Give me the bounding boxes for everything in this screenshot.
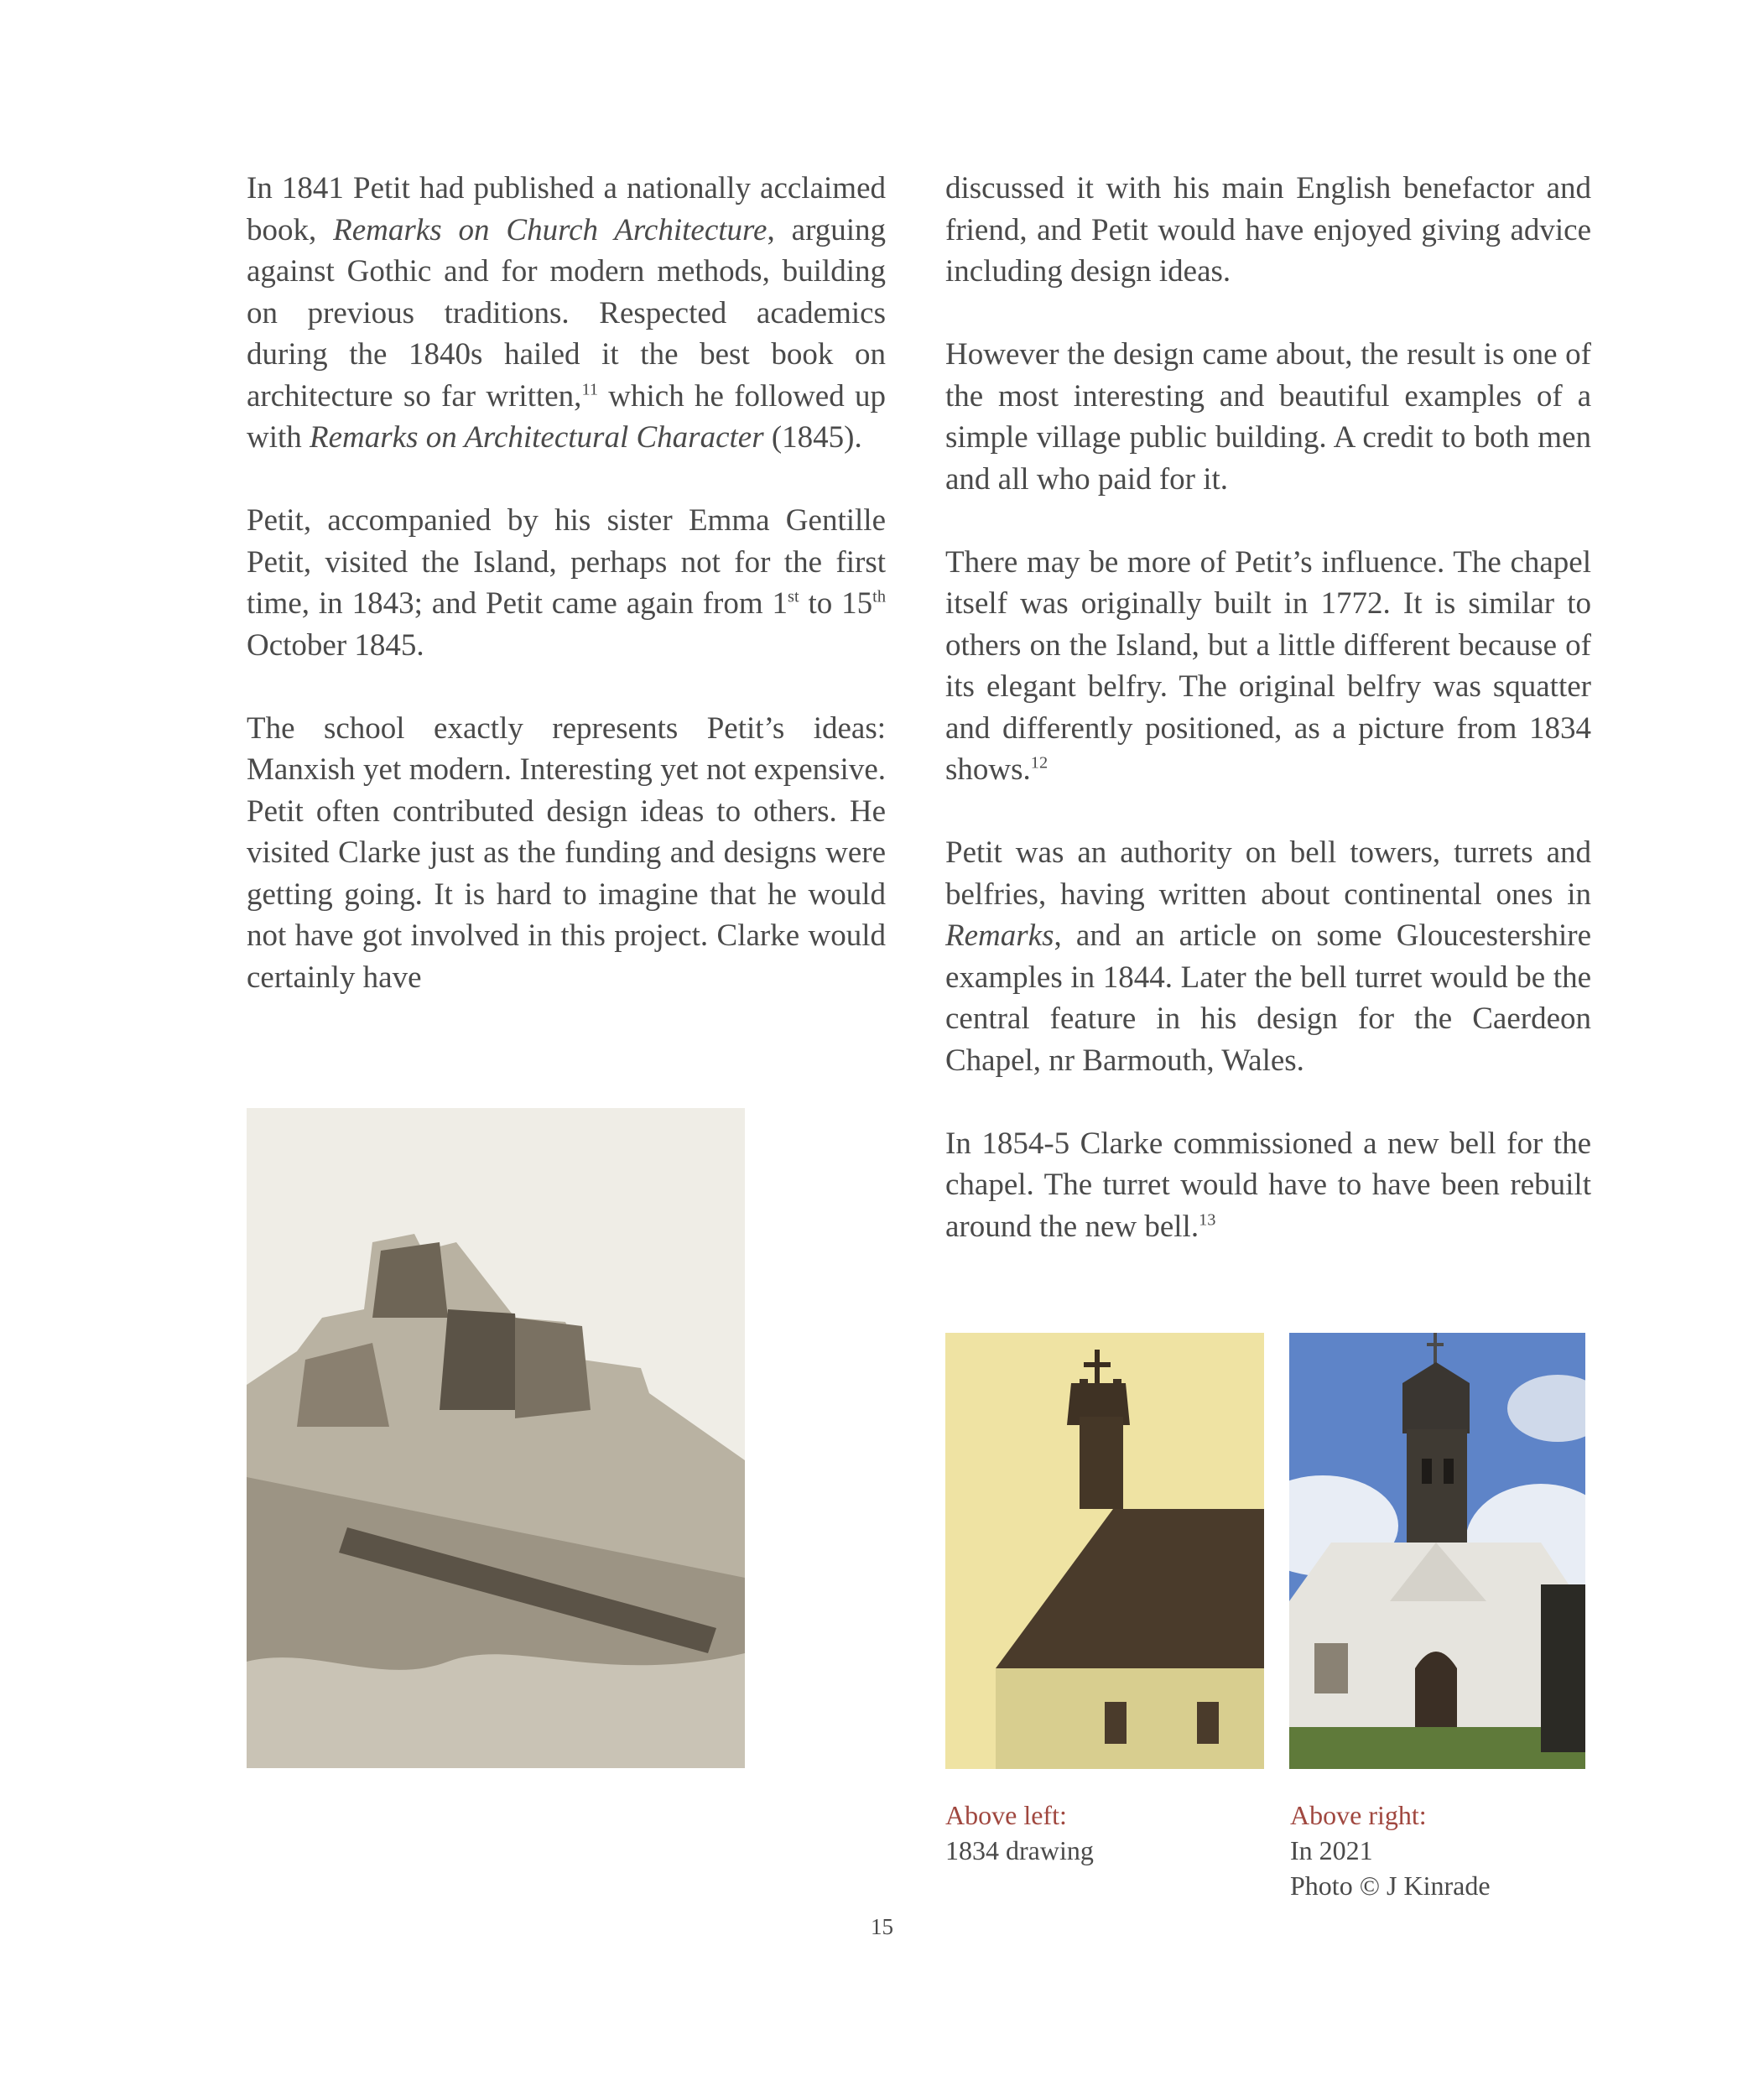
chapel-2021-photo-image — [1289, 1333, 1585, 1769]
text-run: October 1845. — [247, 627, 424, 663]
paragraph: discussed it with his main English benefactor and friend, and Petit would have enjoyed giving advice including design ideas. — [945, 171, 1591, 289]
caption-above-right — [1290, 1797, 1491, 1903]
book-title: Remarks on Church Architecture — [333, 212, 768, 247]
text-run: Petit was an authority on bell towers, turrets and belfries, having written about continental ones in — [945, 835, 1591, 912]
book-title: Remarks — [945, 918, 1054, 953]
paragraph: The school exactly represents Petit’s ideas: Manxish yet modern. Interesting yet not expensive. Petit often contributed design ideas to others. He visited Clarke just as the funding and designs were getting going. It is hard to imagine that he would not have got involved in this project. Clarke would certainly have — [247, 710, 886, 995]
text-run: , and an article on some Gloucestershire examples in 1844. Later the bell turret would be the central feature in his design for the Caerdeon Chapel, nr Barmouth, Wales. — [945, 918, 1591, 1078]
text-run: In 1841 Petit had published a nationally acclaimed book, — [247, 171, 886, 247]
photo-credit: Photo © J Kinrade — [1290, 1870, 1491, 1901]
footnote-ref: 11 — [581, 380, 599, 399]
paragraph — [247, 168, 886, 459]
text-run: There may be more of Petit’s influence. The chapel itself was originally built in 1772. It is similar to others on the Island, but a little different because of its elegant belfry. The original belfry was squatter and differently positioned, as a picture from 1834 shows. — [945, 544, 1591, 787]
text-run: In 1854-5 Clarke commissioned a new bell for the chapel. The turret would have to have been rebuilt around the new bell. — [945, 1126, 1591, 1244]
book-title: Remarks on Architectural Character — [310, 420, 764, 455]
caption-text: 1834 drawing — [945, 1835, 1094, 1865]
caption-above-left — [945, 1797, 1094, 1868]
ordinal-suffix: th — [872, 587, 886, 606]
castle-etching-image — [247, 1108, 745, 1768]
paragraph — [247, 500, 886, 666]
text-run: Petit, accompanied by his sister Emma Gentille Petit, visited the Island, perhaps not for the first time, in 1843; and Petit came again from 1 — [247, 503, 886, 621]
caption-text: In 2021 — [1290, 1835, 1373, 1865]
ordinal-suffix: st — [788, 587, 799, 606]
belfry-1834-drawing-image — [945, 1333, 1264, 1769]
text-column-left — [247, 168, 886, 998]
text-run: (1845). — [763, 420, 862, 455]
caption-heading: Above right: — [1290, 1800, 1427, 1830]
paragraph — [945, 1123, 1591, 1248]
text-column-right — [945, 168, 1591, 1247]
footnote-ref: 12 — [1030, 753, 1049, 773]
paragraph — [945, 832, 1591, 1081]
text-run: to 15 — [799, 586, 873, 621]
paragraph — [945, 542, 1591, 791]
page-number: 15 — [871, 1914, 893, 1939]
paragraph: However the design came about, the result is one of the most interesting and beautiful examples of a simple village public building. A credit to both men and all who paid for it. — [945, 337, 1591, 497]
text-run: , arguing against Gothic and for modern methods, building on previous traditions. Respected academics during the 1840s hailed it the best book on architecture so far written, — [247, 212, 886, 414]
caption-heading: Above left: — [945, 1800, 1067, 1830]
text-run: which he followed up with — [247, 378, 886, 455]
footnote-ref: 13 — [1199, 1210, 1216, 1230]
